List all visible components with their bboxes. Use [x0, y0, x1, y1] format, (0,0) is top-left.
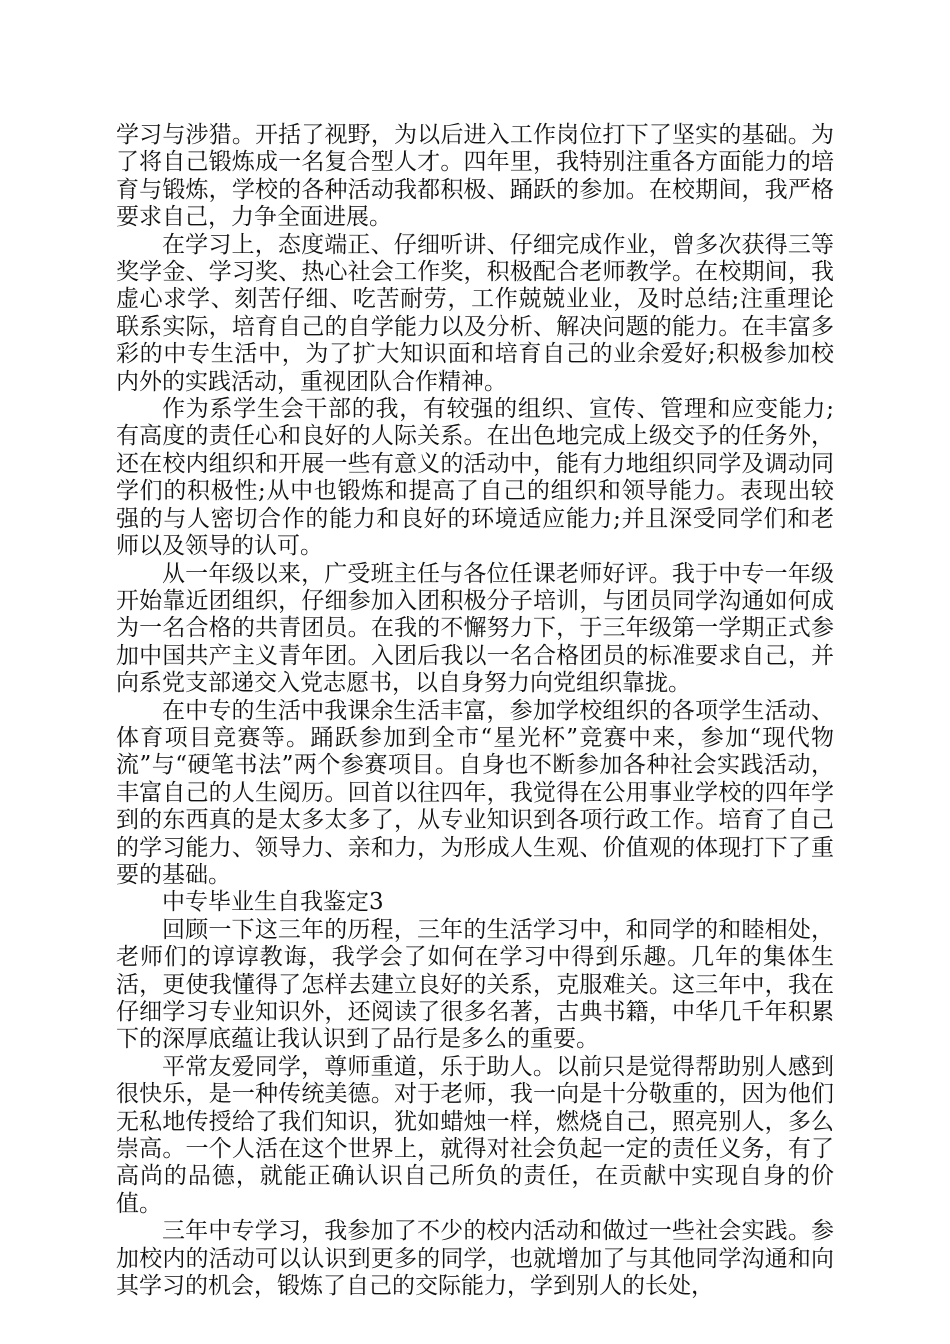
paragraph-5: 在中专的生活中我课余生活丰富，参加学校组织的各项学生活动、体育项目竞赛等。踊跃参加到全市“星光杯”竞赛中来，参加“现代物流”与“硬笔书法”两个参赛项目。自身也不断参加各种社会实践活动，丰富自己的人生阅历。回首以往四年，我觉得在公用事业学校的四年学到的东西真的是太多太多了，从专业知识到各项行政工作。培育了自己的学习能力、领导力、亲和力，为形成人生观、价值观的体现打下了重要的基础。	[116, 697, 834, 888]
section-heading: 中专毕业生自我鉴定3	[162, 889, 384, 916]
paragraph-6: 回顾一下这三年的历程，三年的生活学习中，和同学的和睦相处，老师们的谆谆教诲，我学会了如何在学习中得到乐趣。几年的集体生活，更使我懂得了怎样去建立良好的关系，克服难关。这三年中，我在仔细学习专业知识外，还阅读了很多名著，古典书籍，中华几千年积累下的深厚底蕴让我认识到了品行是多么的重要。	[116, 916, 834, 1053]
paragraph-2: 在学习上，态度端正、仔细听讲、仔细完成作业，曾多次获得三等奖学金、学习奖、热心社会工作奖，积极配合老师教学。在校期间，我虚心求学、刻苦仔细、吃苦耐劳，工作兢兢业业，及时总结;注重理论联系实际，培育自己的自学能力以及分析、解决问题的能力。在丰富多彩的中专生活中，为了扩大知识面和培育自己的业余爱好;积极参加校内外的实践活动，重视团队合作精神。	[116, 231, 834, 395]
paragraph-8: 三年中专学习，我参加了不少的校内活动和做过一些社会实践。参加校内的活动可以认识到更多的同学，也就增加了与其他同学沟通和向其学习的机会，锻炼了自己的交际能力，学到别人的长处，	[116, 1218, 834, 1300]
document-body	[116, 122, 834, 1300]
paragraph-1: 学习与涉猎。开括了视野，为以后进入工作岗位打下了坚实的基础。为了将自己锻炼成一名复合型人才。四年里，我特别注重各方面能力的培育与锻炼，学校的各种活动我都积极、踊跃的参加。在校期间，我严格要求自己，力争全面进展。	[116, 122, 834, 231]
paragraph-4: 从一年级以来，广受班主任与各位任课老师好评。我于中专一年级开始靠近团组织，仔细参加入团积极分子培训，与团员同学沟通如何成为一名合格的共青团员。在我的不懈努力下，于三年级第一学期正式参加中国共产主义青年团。入团后我以一名合格团员的标准要求自己，并向系党支部递交入党志愿书，以自身努力向党组织靠拢。	[116, 560, 834, 697]
paragraph-3: 作为系学生会干部的我，有较强的组织、宣传、管理和应变能力;有高度的责任心和良好的人际关系。在出色地完成上级交予的任务外，还在校内组织和开展一些有意义的活动中，能有力地组织同学及调动同学们的积极性;从中也锻炼和提高了自己的组织和领导能力。表现出较强的与人密切合作的能力和良好的环境适应能力;并且深受同学们和老师以及领导的认可。	[116, 396, 834, 560]
paragraph-7: 平常友爱同学，尊师重道，乐于助人。以前只是觉得帮助别人感到很快乐，是一种传统美德。对于老师，我一向是十分敬重的，因为他们无私地传授给了我们知识，犹如蜡烛一样，燃烧自己，照亮别人，多么崇高。一个人活在这个世界上，就得对社会负起一定的责任义务，有了高尚的品德，就能正确认识自己所负的责任，在贡献中实现自身的价值。	[116, 1053, 834, 1217]
